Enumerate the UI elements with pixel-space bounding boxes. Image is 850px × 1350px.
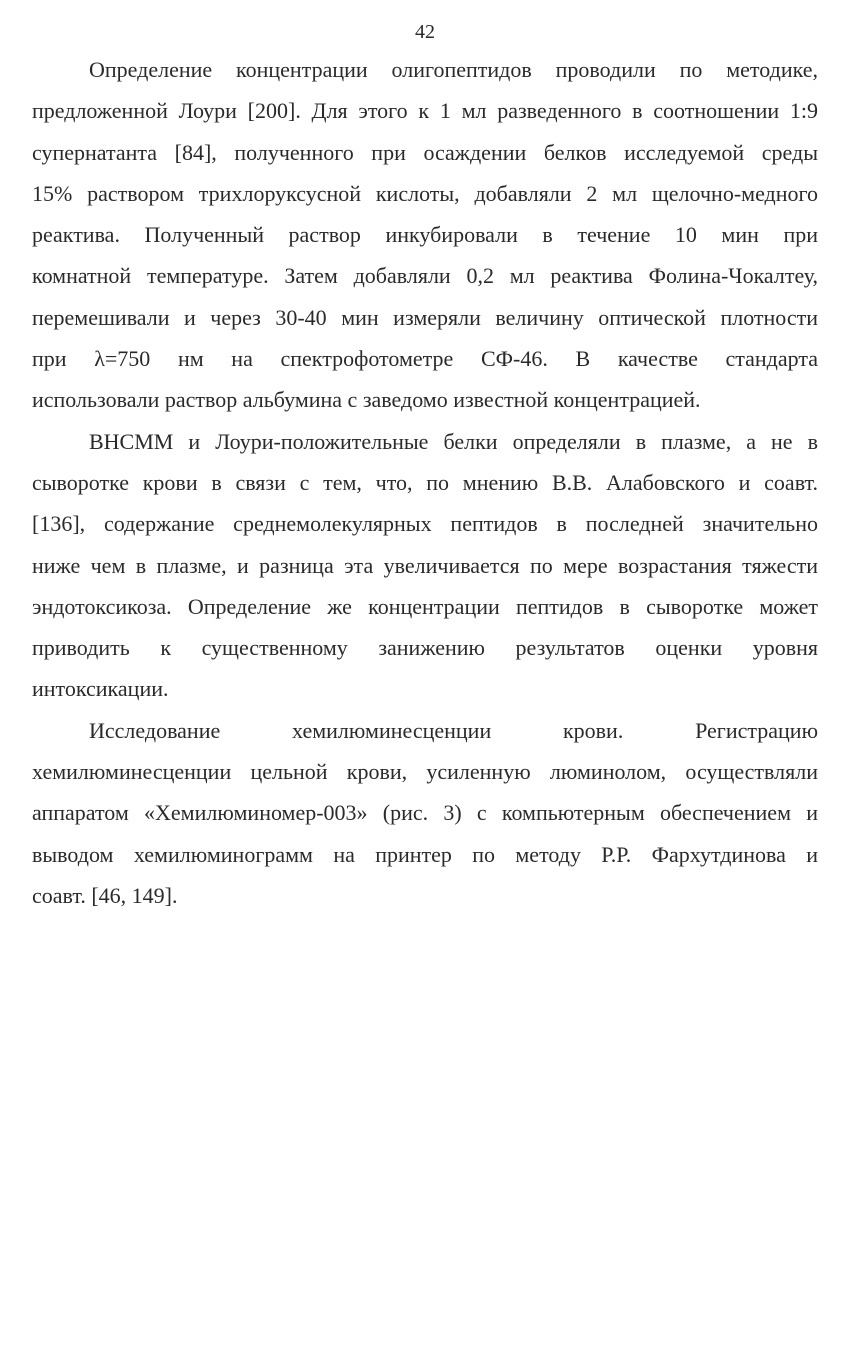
paragraph-plasma-vs-serum <box>32 421 818 710</box>
text-line: соавт. [46, 149]. <box>32 882 178 908</box>
text-line: выводом хемилюминограмм на принтер по методу Р.Р. Фархутдинова и <box>32 841 818 867</box>
text-line: ниже чем в плазме, и разница эта увеличивается по мере возрастания тяжести <box>32 552 818 578</box>
text-line: аппаратом «Хемилюминомер-003» (рис. 3) с компьютерным обеспечением и <box>32 800 818 826</box>
text-line: 15% раствором трихлоруксусной кислоты, добавляли 2 мл щелочно-медного <box>32 180 818 206</box>
text-line: при λ=750 нм на спектрофотометре СФ-46. В качестве стандарта <box>32 346 818 372</box>
text-line: приводить к существенному занижению результатов оценки уровня <box>32 635 818 661</box>
document-body <box>32 49 818 916</box>
text-line: комнатной температуре. Затем добавляли 0,2 мл реактива Фолина-Чокалтеу, <box>32 263 818 289</box>
text-line: реактива. Полученный раствор инкубировали в течение 10 мин при <box>32 222 818 248</box>
text-line: супернатанта [84], полученного при осаждении белков исследуемой среды <box>32 139 818 165</box>
text-line: хемилюминесценции цельной крови, усиленную люминолом, осуществляли <box>32 759 818 785</box>
text-line: [136], содержание среднемолекулярных пептидов в последней значительно <box>32 511 818 537</box>
page-number: 42 <box>415 21 435 43</box>
text-line: Исследование хемилюминесценции крови. Регистрацию <box>89 717 818 743</box>
paragraph-oligopeptides-method <box>32 49 818 421</box>
text-line: эндотоксикоза. Определение же концентрации пептидов в сыворотке может <box>32 593 818 619</box>
text-line: интоксикации. <box>32 676 169 702</box>
text-line: ВНСММ и Лоури-положительные белки определяли в плазме, а не в <box>89 428 818 454</box>
text-line: перемешивали и через 30-40 мин измеряли величину оптической плотности <box>32 304 818 330</box>
text-line: предложенной Лоури [200]. Для этого к 1 мл разведенного в соотношении 1:9 <box>32 98 818 124</box>
text-line: использовали раствор альбумина с заведомо известной концентрацией. <box>32 387 701 413</box>
paragraph-chemiluminescence <box>32 710 818 916</box>
text-line: сыворотке крови в связи с тем, что, по мнению В.В. Алабовского и соавт. <box>32 469 818 495</box>
text-line: Определение концентрации олигопептидов проводили по методике, <box>89 57 818 82</box>
